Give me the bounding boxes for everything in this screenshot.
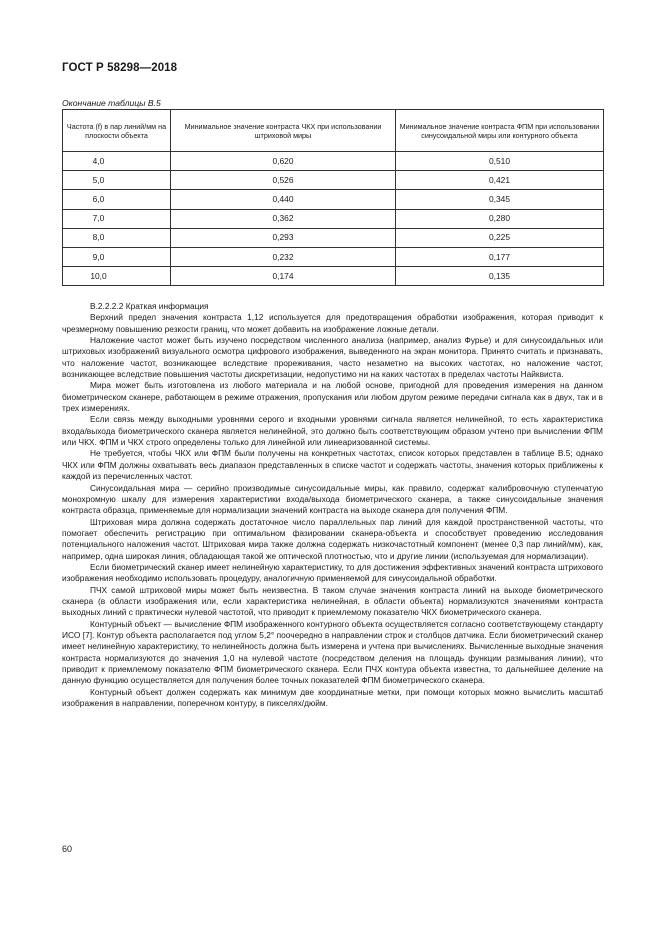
body-text: [62, 301, 603, 709]
table-cell: 0,280: [396, 209, 604, 228]
table-row: [63, 171, 604, 190]
table-cell: 10,0: [63, 267, 171, 286]
section-heading: В.2.2.2.2 Краткая информация: [90, 301, 209, 311]
paragraph: Синусоидальная мира — серийно производимые синусоидальные миры, как правило, содержат калибровочную ступенчатую монохромную шкалу для измерения характеристики входа/выхода биометрического сканера, а также синусоидальные значения контраста образца, применяемые для нормализации значений контраста на выходе сканера для получения ФПМ.: [62, 482, 603, 516]
paragraph: Если связь между выходными уровнями серого и входными уровнями сигнала является нелинейной, то есть характеристика входа/выхода биометрического сканера является нелинейной, это должно быть соответствующим образом учтено при вычислении ФПМ или ЧКХ. ФПМ и ЧКХ строго определены только для линейной или линеаризованной системы.: [62, 414, 603, 448]
contrast-table: [62, 109, 604, 286]
table-row: [63, 209, 604, 228]
table-cell: 0,135: [396, 267, 604, 286]
table-cell: 0,345: [396, 190, 604, 209]
standard-header: ГОСТ Р 58298—2018: [62, 62, 178, 74]
paragraph: Мира может быть изготовлена из любого материала и на любой основе, пригодной для проведения измерения на данном биометрическом сканере, работающем в режиме отражения, пропускания или любом другом режиме передачи сигнала как в двух, так и в трех измерениях.: [62, 380, 603, 414]
paragraph: Верхний предел значения контраста 1,12 используется для предотвращения обработки изображения, которая приводит к чрезмерному повышению резкости границ, что может добавить на изображение ложные детали.: [62, 312, 603, 334]
page-number: 60: [62, 844, 73, 854]
paragraph: ПЧХ самой штриховой миры может быть неизвестна. В таком случае значения контраста линий на выходе биометрического сканера (в области изображения или, если характеристика нелинейная, в области объекта) нормализуются значениями контраста выходных линий с практически нулевой частотой, что приводит к приемлемому показателю ЧКХ биометрического сканера.: [62, 584, 603, 618]
paragraph: Не требуется, чтобы ЧКХ или ФПМ были получены на конкретных частотах, список которых представлен в таблице В.5; однако ЧКХ или ФПМ должны охватывать весь диапазон представленных в списке частот и содержать частоты, значения которых приближены к каждой из перечисленных частот.: [62, 448, 603, 482]
table-header-row: [63, 110, 604, 152]
paragraph: Наложение частот может быть изучено посредством численного анализа (например, анализ Фурье) и для синусоидальных или штриховых изображений визуального осмотра цифрового изображения, выведенного на экран монитора. Принято считать и признавать, что наложение частот, возникающее вследствие прореживания, часто незаметно на высоких частотах, но наложение частот, возникающее вследствие повышения частоты дискретизации, недопустимо ни на каких частотах в пределах частоты Найквиста.: [62, 335, 603, 380]
table-row: [63, 190, 604, 209]
table-row: [63, 267, 604, 286]
table-row: [63, 247, 604, 266]
table-cell: 0,225: [396, 228, 604, 247]
column-header-frequency: Частота (f) в пар линий/мм на плоскости объекта: [63, 110, 171, 152]
table-cell: 9,0: [63, 247, 171, 266]
table-cell: 6,0: [63, 190, 171, 209]
table-cell: 5,0: [63, 171, 171, 190]
table-cell: 0,174: [171, 267, 396, 286]
column-header-mtf-bar: Минимальное значение контраста ЧКХ при использовании штриховой миры: [171, 110, 396, 152]
table-cell: 0,620: [171, 152, 396, 171]
table-cell: 0,177: [396, 247, 604, 266]
table-row: [63, 152, 604, 171]
table-row: [63, 228, 604, 247]
table-cell: 0,526: [171, 171, 396, 190]
table-cell: 8,0: [63, 228, 171, 247]
table-caption: Окончание таблицы В.5: [62, 98, 161, 108]
paragraph: Контурный объект должен содержать как минимум две координатные метки, при помощи которых можно вычислить масштаб изображения в направлении, поперечном контуру, в пикселях/дюйм.: [62, 686, 603, 709]
table-cell: 0,440: [171, 190, 396, 209]
table-cell: 7,0: [63, 209, 171, 228]
table-cell: 0,421: [396, 171, 604, 190]
paragraph: Контурный объект — вычисление ФПМ изображенного контурного объекта осуществляется согласно соответствующему стандарту ИСО [7]. Контур объекта располагается под углом 5,2° поочередно в направлении строк и столбцов датчика. Если биометрический сканер имеет нелинейную характеристику, то нелинейность должна быть измерена и учтена при вычислениях. Вычисленные выходные значения контраста нормализуются до значения 1,0 на нулевой частоте (посредством деления на площадь функции размывания линии), что приводит к приемлемому показателю ФПМ биометрического сканера. Если ПЧХ контура объекта известна, то дальнейшее деление на данную функцию осуществляется для получения более точных показателей ФПМ биометрического сканера.: [62, 618, 603, 686]
table-cell: 4,0: [63, 152, 171, 171]
table-cell: 0,232: [171, 247, 396, 266]
table-cell: 0,362: [171, 209, 396, 228]
paragraph: Если биометрический сканер имеет нелинейную характеристику, то для достижения эффективных значений контраста штрихового изображения необходимо использовать процедуру, аналогичную применяемой для синусоидальной обработки.: [62, 561, 603, 584]
table-cell: 0,510: [396, 152, 604, 171]
paragraph: Штриховая мира должна содержать достаточное число параллельных пар линий для каждой пространственной частоты, что помогает обеспечить регистрацию при оптимальном фазировании сканера-объекта и способствует проведению исследования потенциального наложения частот. Штриховая мира также должна содержать низкочастотный компонент (менее 0,3 пар линий/мм), как, например, одна широкая линия, обладающая такой же оптической плотностью, что и другие линии (используемая для нормализации).: [62, 516, 603, 561]
table-cell: 0,293: [171, 228, 396, 247]
column-header-mtf-sine: Минимальное значение контраста ФПМ при использовании синусоидальной миры или контурного объекта: [396, 110, 604, 152]
